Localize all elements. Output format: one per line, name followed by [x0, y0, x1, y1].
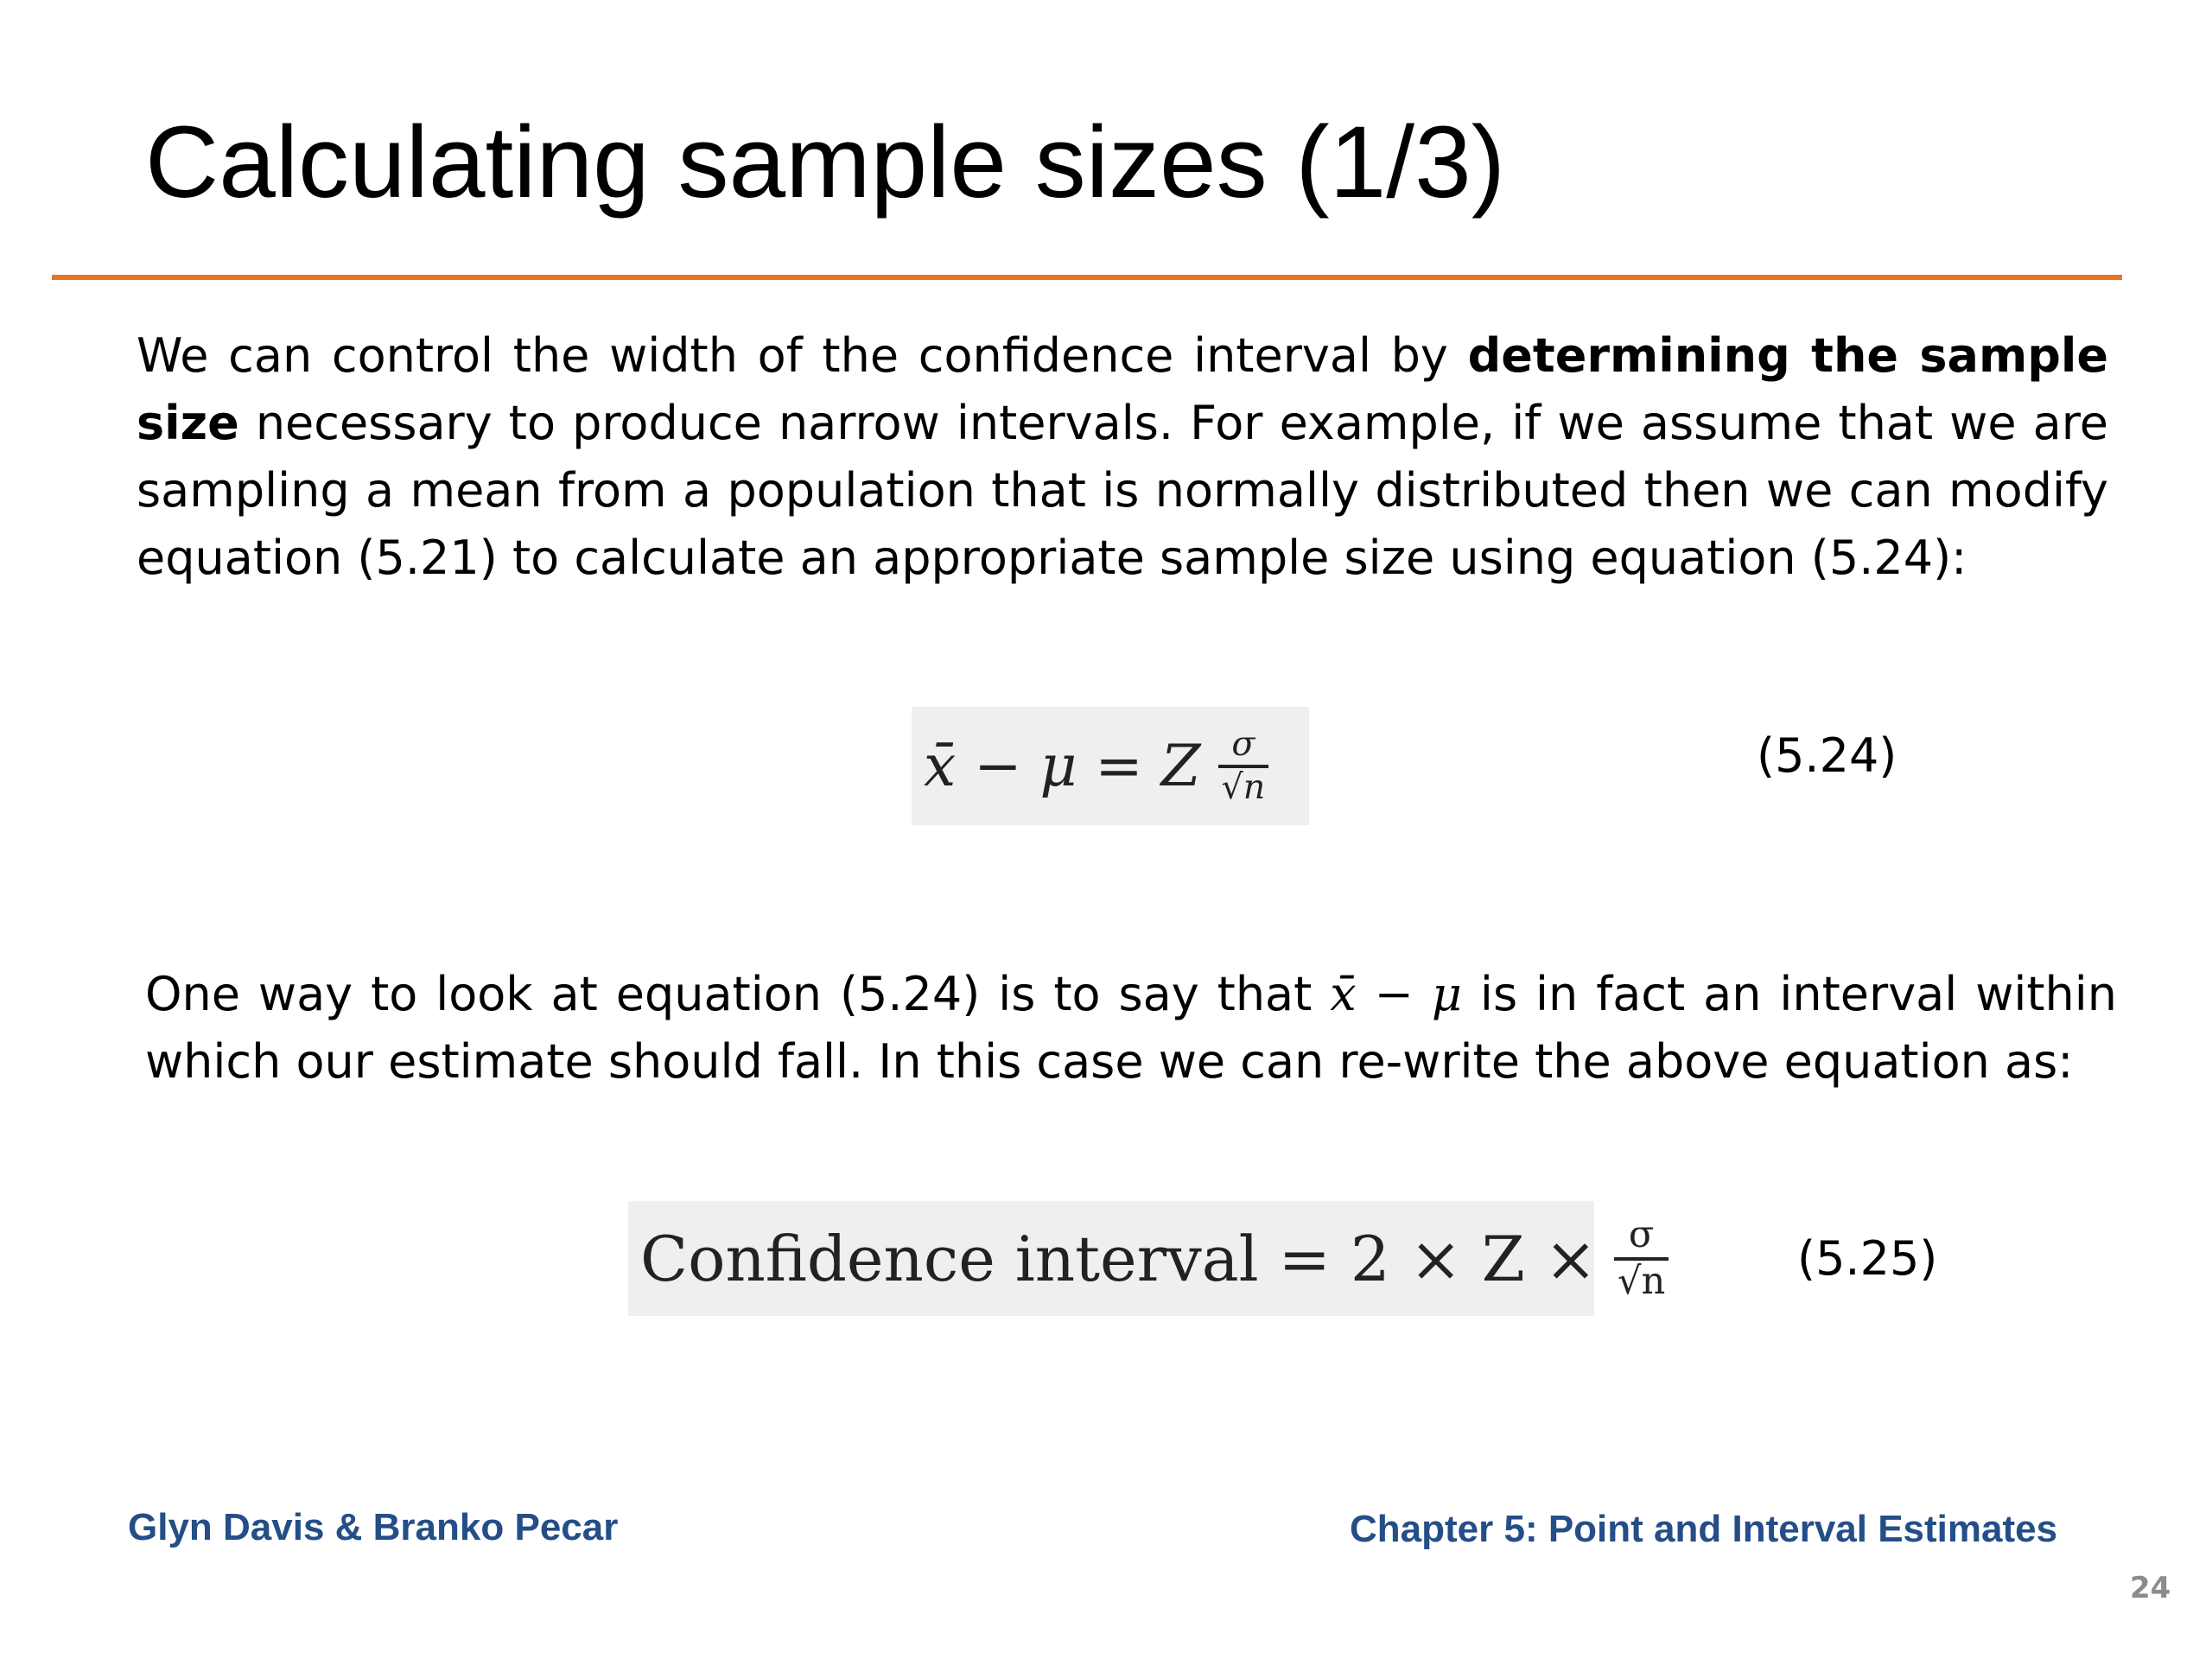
- explanation-paragraph: [145, 961, 2117, 1096]
- equation-5-25-lhs: Confidence interval = 2 × Z ×: [640, 1222, 1597, 1295]
- equation-5-25-fraction: [1614, 1214, 1669, 1303]
- intro-paragraph: [137, 322, 2108, 592]
- title-divider: [52, 275, 2122, 280]
- equation-5-25-numerator: σ: [1628, 1212, 1655, 1256]
- equation-5-25-number: (5.25): [1797, 1231, 1938, 1286]
- explanation-text-end: is in fact an interval within which our estimate should fall. In this case we can re-write the above equation as:: [145, 967, 2118, 1089]
- equation-5-24-numerator: σ: [1231, 723, 1255, 764]
- explanation-inline-math: x̄ − μ: [1330, 967, 1462, 1021]
- equation-5-24-lhs: x̄ − μ = Z: [924, 733, 1201, 799]
- intro-text-start: We can control the width of the confidence interval by: [137, 328, 1468, 383]
- footer-chapter: Chapter 5: Point and Interval Estimates: [1350, 1508, 2058, 1550]
- equation-5-25-denominator: √n: [1614, 1257, 1669, 1304]
- equation-5-24-fraction: [1218, 725, 1269, 807]
- equation-5-24-number: (5.24): [1757, 728, 1897, 783]
- explanation-text-start: One way to look at equation (5.24) is to say that: [145, 967, 1331, 1021]
- equation-5-24: [912, 707, 1309, 825]
- page-number: 24: [2130, 1571, 2171, 1605]
- equation-5-24-denominator: √n: [1218, 765, 1269, 808]
- equation-5-25: [628, 1201, 1666, 1316]
- intro-bold-phrase: determining the sample size: [137, 328, 2108, 450]
- slide-title: Calculating sample sizes (1/3): [145, 105, 1505, 219]
- footer-authors: Glyn Davis & Branko Pecar: [128, 1506, 619, 1548]
- intro-text-end: necessary to produce narrow intervals. For example, if we assume that we are sampling a mean from a population that is normally distributed then we can modify equation (5.21) to calculate an appropriate sample size using equation (5.24):: [137, 396, 2108, 585]
